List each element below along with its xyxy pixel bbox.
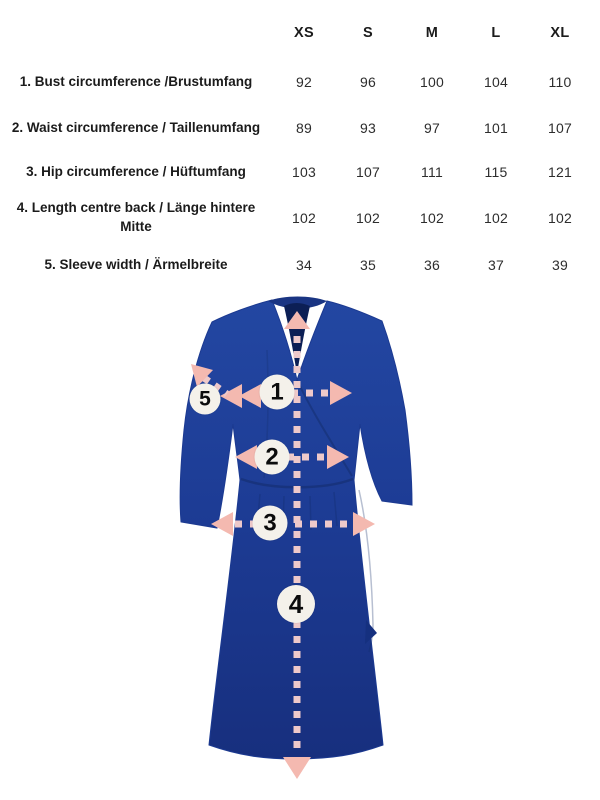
column-header-m: M — [425, 25, 439, 41]
column-header-s: S — [363, 25, 373, 41]
size-value: 103 — [292, 164, 316, 180]
size-value: 110 — [548, 74, 572, 90]
marker-badge-5: 5 — [190, 384, 221, 415]
size-value: 39 — [552, 257, 568, 273]
row-label: 1. Bust circumference /Brustumfang — [19, 73, 253, 89]
dress-measurement-diagram — [0, 290, 600, 800]
size-value: 102 — [292, 210, 316, 226]
size-value: 102 — [484, 210, 508, 226]
size-value: 104 — [484, 74, 508, 90]
size-value: 102 — [420, 210, 444, 226]
table-row-sleeve-width — [0, 242, 600, 288]
size-value: 111 — [421, 164, 443, 180]
size-value: 102 — [548, 210, 572, 226]
size-value: 35 — [360, 257, 376, 273]
marker-badge-4: 4 — [277, 585, 315, 623]
table-row-waist — [0, 106, 600, 150]
row-label: 5. Sleeve width / Ärmelbreite — [44, 256, 228, 272]
size-value: 107 — [356, 164, 380, 180]
size-value: 102 — [356, 210, 380, 226]
column-header-xl: XL — [550, 25, 570, 41]
marker-badge-3: 3 — [253, 506, 288, 541]
marker-badge-2: 2 — [255, 440, 290, 475]
size-value: 89 — [296, 120, 312, 136]
column-header-l: L — [491, 25, 501, 41]
size-value: 101 — [484, 120, 508, 136]
size-value: 96 — [360, 74, 376, 90]
size-value: 37 — [488, 257, 504, 273]
size-value: 93 — [360, 120, 376, 136]
size-value: 115 — [484, 164, 508, 180]
size-value: 121 — [548, 164, 572, 180]
size-value: 100 — [420, 74, 444, 90]
size-value: 36 — [424, 257, 440, 273]
column-header-xs: XS — [294, 25, 314, 41]
size-value: 92 — [296, 74, 312, 90]
table-row-hip — [0, 150, 600, 194]
dress-illustration — [0, 290, 600, 800]
row-label: 2. Waist circumference / Taillenumfang — [11, 119, 261, 135]
size-chart-table — [0, 0, 600, 288]
size-value: 34 — [296, 257, 312, 273]
table-row-bust — [0, 58, 600, 106]
marker-badge-1: 1 — [260, 375, 295, 410]
table-row-length-centre-back — [0, 194, 600, 242]
size-columns-header-row — [0, 8, 600, 58]
size-value: 97 — [424, 120, 440, 136]
row-label: 4. Length centre back / Länge hintere Mitte — [16, 200, 256, 234]
arrow-down-icon — [283, 757, 311, 779]
dress-body — [180, 297, 412, 760]
row-label: 3. Hip circumference / Hüftumfang — [26, 163, 246, 179]
size-value: 107 — [548, 120, 572, 136]
